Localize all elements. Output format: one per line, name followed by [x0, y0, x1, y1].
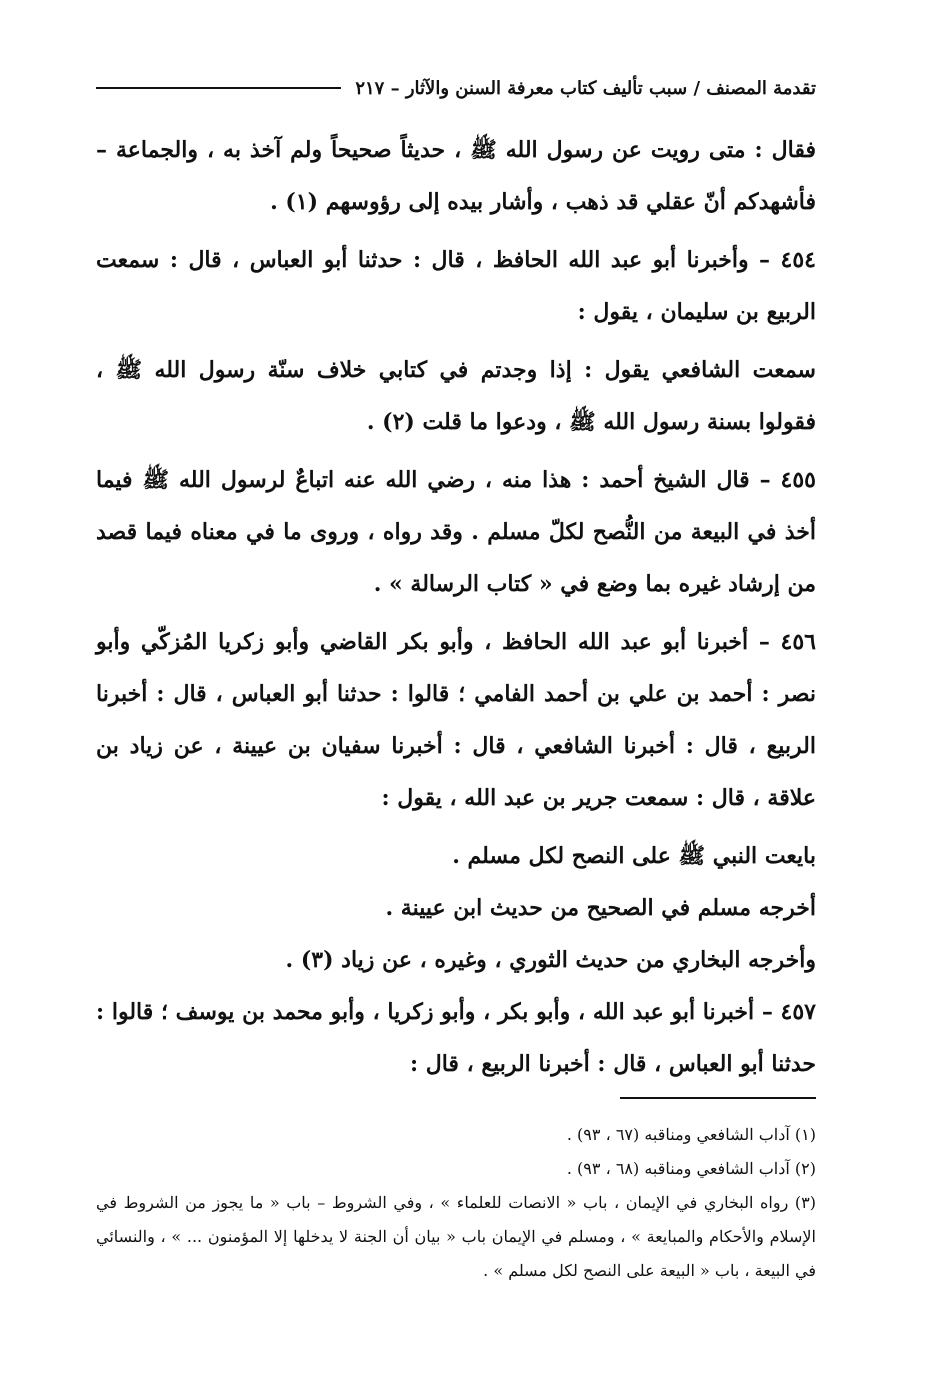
- footnote-2: (٢) آداب الشافعي ومناقبه (٦٨ ، ٩٣) .: [566, 1159, 816, 1178]
- footnotes: [96, 1118, 816, 1288]
- running-header: [96, 70, 816, 106]
- paragraph-quote-shafii: سمعت الشافعي يقول : إذا وجدتم في كتابي خلاف سنّة رسول الله ﷺ ، فقولوا بسنة رسول الله ﷺ ، ودعوا ما قلت (٢) .: [96, 357, 816, 435]
- paragraph-muslim: أخرجه مسلم في الصحيح من حديث ابن عيينة .: [385, 895, 816, 921]
- header-rule: [96, 87, 341, 89]
- footnote-1: (١) آداب الشافعي ومناقبه (٦٧ ، ٩٣) .: [566, 1125, 816, 1144]
- main-text: [96, 124, 816, 1096]
- footnote-3: (٣) رواه البخاري في الإيمان ، باب « الانصات للعلماء » ، وفي الشروط – باب « ما يجوز من الشروط في الإسلام والأحكام والمبايعة » ، ومسلم في الإيمان باب « بيان أن الجنة لا يدخلها إلا المؤمنون ... » ، والنسائي في البيعة ، باب « البيعة على النصح لكل مسلم » .: [96, 1193, 817, 1280]
- paragraph-455: ٤٥٥ – قال الشيخ أحمد : هذا منه ، رضي الله عنه اتباعٌ لرسول الله ﷺ فيما أخذ في البيعة من النُّصح لكلّ مسلم . وقد رواه ، وروى ما في معناه فيما قصد من إرشاد غيره بما وضع في « كتاب الرسالة » .: [96, 467, 816, 597]
- paragraph-hadith: بايعت النبي ﷺ على النصح لكل مسلم .: [452, 843, 816, 869]
- paragraph-457: ٤٥٧ – أخبرنا أبو عبد الله ، وأبو بكر ، وأبو زكريا ، وأبو محمد بن يوسف ؛ قالوا : حدثنا أبو العباس ، قال : أخبرنا الربيع ، قال :: [96, 999, 816, 1077]
- header-title: تقدمة المصنف / سبب تأليف كتاب معرفة السنن والآثار – ٢١٧: [355, 77, 816, 99]
- footnote-rule: [620, 1097, 816, 1099]
- paragraph-456: ٤٥٦ – أخبرنا أبو عبد الله الحافظ ، وأبو بكر القاضي وأبو زكريا المُزكّي وأبو نصر : أحمد بن علي بن أحمد الفامي ؛ قالوا : حدثنا أبو العباس ، قال : أخبرنا الربيع ، قال : أخبرنا الشافعي ، قال : أخبرنا سفيان بن عيينة ، عن زياد بن علاقة ، قال : سمعت جرير بن عبد الله ، يقول :: [96, 629, 816, 811]
- paragraph-1: فقال : متى رويت عن رسول الله ﷺ ، حديثاً صحيحاً ولم آخذ به ، والجماعة – فأشهدكم أنّ عقلي قد ذهب ، وأشار بيده إلى رؤوسهم (١) .: [96, 137, 816, 215]
- paragraph-bukhari: وأخرجه البخاري من حديث الثوري ، وغيره ، عن زياد (٣) .: [285, 947, 816, 973]
- paragraph-454: ٤٥٤ – وأخبرنا أبو عبد الله الحافظ ، قال : حدثنا أبو العباس ، قال : سمعت الربيع بن سليمان ، يقول :: [96, 247, 816, 325]
